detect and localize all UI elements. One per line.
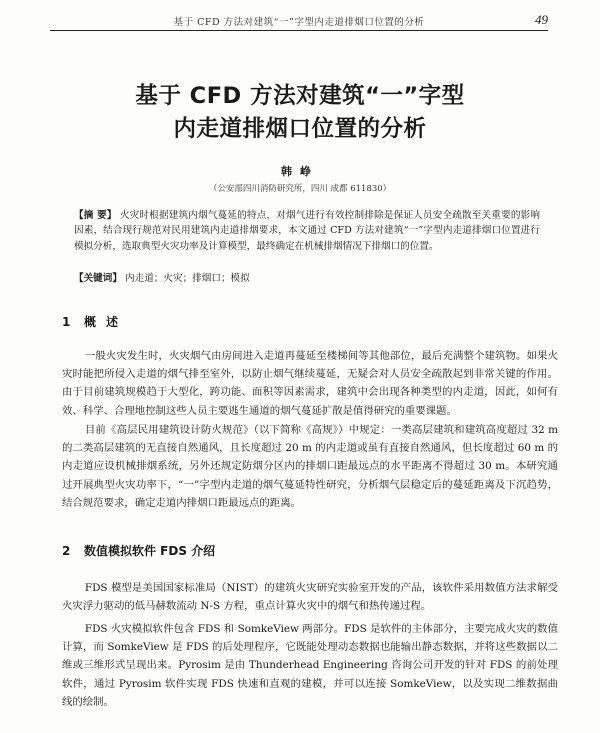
keywords-label: 【关键词】 — [74, 273, 122, 284]
author-affiliation: （公安部四川消防研究所，四川 成都 611830） — [208, 184, 392, 194]
paragraph: 目前《高层民用建筑设计防火规范》（以下简称《高规》）中规定：一类高层建筑和建筑高度超过 32 m 的二类高层建筑的无直接自然通风，且长度超过 20 m 的内走道或虽有直接自然通风，但长度超过 60 m 的内走道应设机械排烟系统，另外还规定防烟分区内的排烟口距最远点的水平距离不得超过 30 m。本研究通过开展典型火灾功率下，“一”字型内走道的烟气蔓延特性研究，分析烟气层稳定后的蔓延距离及下沉趋势，结合规范要求，确定走道内排烟口距最远点的距离。 — [62, 424, 558, 509]
section-title: 概述 — [84, 315, 129, 329]
abstract-label: 【摘 要】 — [74, 210, 117, 221]
abstract-text: 火灾时根据建筑内烟气蔓延的特点，对烟气进行有效控制排除是保证人员安全疏散至关重要的影响因素，结合现行规范对民用建筑内走道排烟要求，本文通过 CFD 方法对建筑“一”字型内走道排烟口位置进行模拟分析，选取典型火灾功率及计算模型，最终确定在机械排烟情况下排烟口的位置。 — [74, 210, 540, 252]
keywords — [74, 271, 540, 286]
author-name: 韩峥 — [281, 165, 319, 178]
section-number: 1 — [62, 315, 71, 329]
section-heading-fds — [62, 542, 215, 559]
paper-title-line-2: 内走道排烟口位置的分析 — [173, 116, 427, 142]
paragraph: FDS 模型是美国国家标准局（NIST）的建筑火灾研究实验室开发的产品，该软件采用数值方法求解受火灾浮力驱动的低马赫数流动 N-S 方程，重点计算火灾中的烟气和热传递过程。 — [62, 582, 558, 613]
running-title: 基于 CFD 方法对建筑“一”字型内走道排烟口位置的分析 — [173, 17, 425, 28]
keywords-text: 内走道；火灾；排烟口；模拟 — [125, 273, 250, 284]
section-number: 2 — [62, 544, 71, 558]
running-header — [50, 12, 548, 31]
section-heading-overview — [62, 313, 128, 330]
paragraph: 一般火灾发生时，火灾烟气由房间进入走道再蔓延至楼梯间等其他部位，最后充满整个建筑物。如果火灾时能把所侵入走道的烟气排至室外，以防止烟气继续蔓延，无疑会对人员安全疏散起到非常关键的作用。由于目前建筑规模趋于大型化，跨功能、面积等因素需求，建筑中会出现各种类型的内走道，因此，如何有效、科学、合理地控制这些人员主要逃生通道的烟气蔓延扩散是值得研究的重要课题。 — [62, 350, 558, 417]
abstract — [74, 208, 540, 254]
paper-title-line-1: 基于 CFD 方法对建筑“一”字型 — [135, 83, 465, 109]
paragraph: FDS 火灾模拟软件包含 FDS 和 SomkeView 两部分。FDS 是软件的主体部分，主要完成火灾的数值计算，而 SomkeView 是 FDS 的后处理程序，它既能处理动态数据也能输出静态数据，并将这些数据以二维或三维形式呈现出来。Pyrosim 是由 Thunderhead Engineering 咨询公司开发的针对 FDS 的前处理软件，通过 Pyrosim 软件实现 FDS 快速和直观的建模，并可以连接 SomkeView，以及实现二维数据曲线的绘制。 — [62, 623, 558, 708]
page-number: 49 — [535, 12, 548, 27]
section-title: 数值模拟软件 FDS 介绍 — [84, 544, 216, 558]
